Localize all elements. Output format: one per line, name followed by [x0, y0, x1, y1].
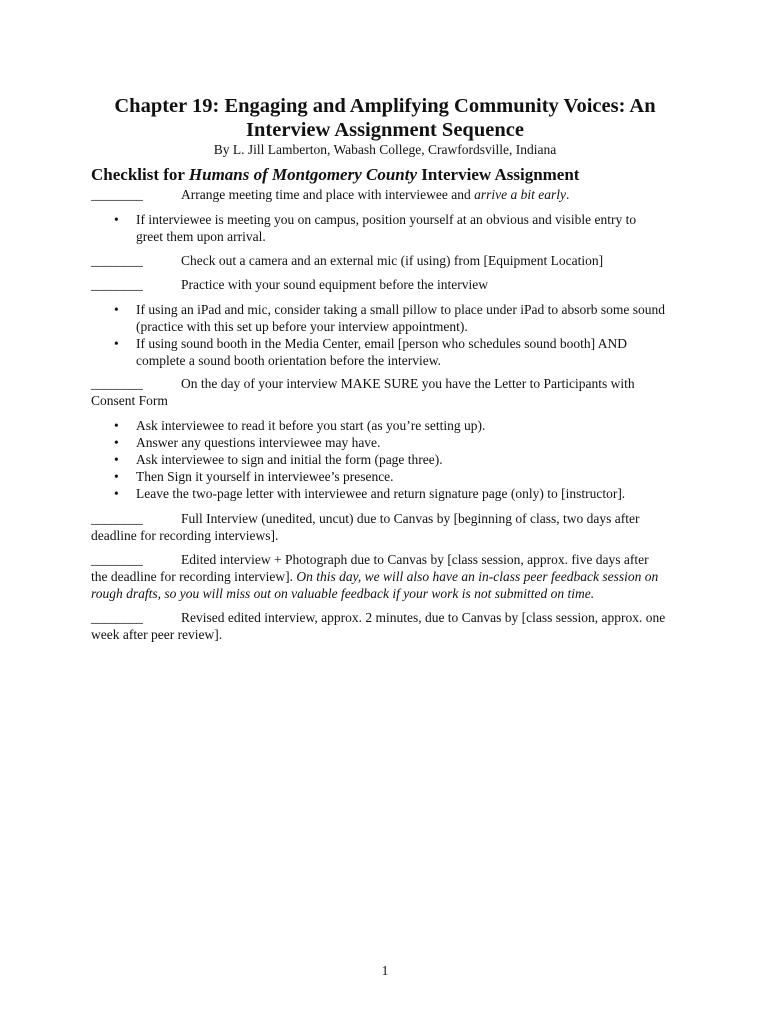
practice-bullet-1-line-2: (practice with this set up before your interview appointment). — [136, 319, 468, 334]
bullet: • — [114, 486, 119, 501]
bullet: • — [114, 452, 119, 467]
item-consent-line-1: On the day of your interview MAKE SURE you have the Letter to Participants with — [181, 376, 635, 391]
bullet: • — [114, 418, 119, 433]
checkbox-blank-edited[interactable]: ________ — [91, 552, 143, 567]
item-edited-italic-1: On this day, we will also have an in-class peer feedback session on — [296, 569, 659, 584]
item-arrange-end: . — [566, 187, 570, 202]
item-edited-line-3 — [91, 585, 691, 602]
page-number: 1 — [381, 963, 389, 978]
item-edited-line-2 — [91, 568, 691, 585]
item-edited-line-1: Edited interview + Photograph due to Canvas by [class session, approx. five days after — [181, 552, 649, 567]
consent-bullet-4: Then Sign it yourself in interviewee’s presence. — [136, 469, 394, 484]
item-consent-form — [91, 375, 691, 409]
author-byline: By L. Jill Lamberton, Wabash College, Crawfordsville, Indiana — [213, 142, 557, 157]
checkbox-blank-practice[interactable]: ________ — [91, 277, 143, 292]
checkbox-blank-full[interactable]: ________ — [91, 511, 143, 526]
chapter-title-line-2: Interview Assignment Sequence — [246, 119, 524, 141]
checkbox-blank-consent[interactable]: ________ — [91, 376, 143, 391]
bullet: • — [114, 336, 119, 351]
checklist-heading-suffix: Interview Assignment — [417, 165, 580, 184]
item-arrange-text: Arrange meeting time and place with interviewee and — [181, 187, 475, 202]
chapter-title — [90, 94, 680, 142]
consent-bullet-5: Leave the two-page letter with interviewee and return signature page (only) to [instructor]. — [136, 486, 626, 501]
practice-bullet-1-line-1: If using an iPad and mic, consider taking a small pillow to place under iPad to absorb some sound — [136, 302, 666, 317]
item-edited-interview — [91, 551, 691, 602]
checkbox-blank-revised[interactable]: ________ — [91, 610, 143, 625]
consent-bullet-3: Ask interviewee to sign and initial the form (page three). — [136, 452, 443, 467]
checkbox-blank-camera[interactable]: ________ — [91, 253, 143, 268]
bullet: • — [114, 302, 119, 317]
bullet: • — [114, 469, 119, 484]
item-full-interview — [91, 510, 691, 544]
item-full-line-1: Full Interview (unedited, uncut) due to Canvas by [beginning of class, two days after — [181, 511, 640, 526]
practice-bullet-2 — [136, 335, 691, 369]
practice-bullet-1 — [136, 301, 691, 335]
consent-bullet-1: Ask interviewee to read it before you start (as you’re setting up). — [136, 418, 486, 433]
practice-bullet-2-line-2: complete a sound booth orientation before the interview. — [136, 353, 442, 368]
item-full-line-2: deadline for recording interviews]. — [91, 528, 279, 543]
item-consent-line-2: Consent Form — [91, 393, 168, 408]
item-arrange-meeting — [181, 186, 569, 203]
item-revised-line-2: week after peer review]. — [91, 627, 223, 642]
arrange-bullet-1 — [136, 211, 691, 245]
item-revised-line-1: Revised edited interview, approx. 2 minutes, due to Canvas by [class session, approx. one — [181, 610, 666, 625]
checkbox-blank-arrange[interactable]: ________ — [91, 187, 143, 202]
item-camera-checkout: Check out a camera and an external mic (if using) from [Equipment Location] — [181, 253, 604, 268]
practice-bullet-2-line-1: If using sound booth in the Media Center, email [person who schedules sound booth] AND — [136, 336, 628, 351]
chapter-title-line-1: Chapter 19: Engaging and Amplifying Community Voices: An — [114, 95, 656, 117]
bullet: • — [114, 212, 119, 227]
arrange-bullet-1-line-1: If interviewee is meeting you on campus, position yourself at an obvious and visible entry to — [136, 212, 637, 227]
consent-bullet-2: Answer any questions interviewee may have. — [136, 435, 381, 450]
item-revised-interview — [91, 609, 691, 643]
arrange-bullet-1-line-2: greet them upon arrival. — [136, 229, 266, 244]
item-practice-sound: Practice with your sound equipment before the interview — [181, 277, 489, 292]
checklist-heading-italic: Humans of Montgomery County — [188, 165, 418, 184]
checklist-heading-prefix: Checklist for — [91, 165, 189, 184]
item-edited-line-2-text: the deadline for recording interview]. — [91, 569, 297, 584]
item-edited-italic-2: rough drafts, so you will miss out on valuable feedback if your work is not submitted on time. — [91, 586, 595, 601]
item-arrange-italic: arrive a bit early — [474, 187, 566, 202]
checklist-heading — [91, 165, 579, 185]
bullet: • — [114, 435, 119, 450]
